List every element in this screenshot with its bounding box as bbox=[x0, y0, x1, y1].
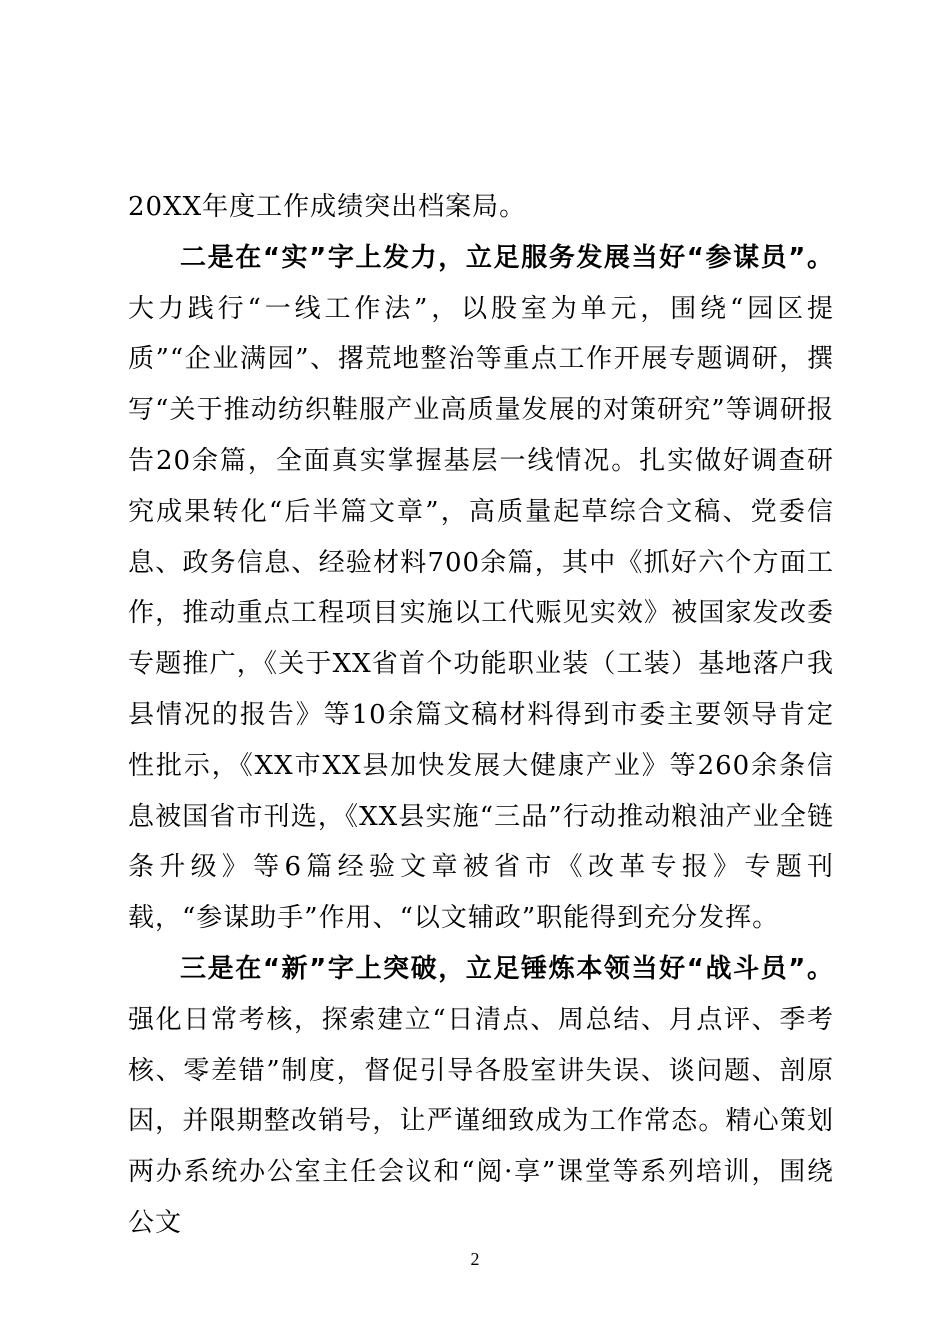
paragraph-point-three bbox=[128, 944, 834, 1249]
paragraph-heading: 三是在“新”字上突破，立足锤炼本领当好“战斗员”。 bbox=[180, 953, 834, 984]
paragraph-continuation bbox=[128, 182, 834, 233]
page-number: 2 bbox=[470, 1249, 480, 1269]
body-text bbox=[128, 182, 834, 1249]
paragraph-text: 20XX年度工作成绩突出档案局。 bbox=[128, 192, 527, 222]
paragraph-text: 强化日常考核，探索建立“日清点、周总结、月点评、季考核、零差错”制度，督促引导各股室讲失误、谈问题、剖原因，并限期整改销号，让严谨细致成为工作常态。精心策划两办系统办公室主任会议和“阅·享”课堂等系列培训，围绕公文 bbox=[128, 1004, 834, 1238]
paragraph-heading: 二是在“实”字上发力，立足服务发展当好“参谋员”。 bbox=[180, 242, 834, 273]
paragraph-point-two bbox=[128, 233, 834, 944]
paragraph-text: 大力践行“一线工作法”，以股室为单元，围绕“园区提质”“企业满园”、撂荒地整治等重点工作开展专题调研，撰写“关于推动纺织鞋服产业高质量发展的对策研究”等调研报告20余篇，全面真实掌握基层一线情况。扎实做好调查研究成果转化“后半篇文章”，高质量起草综合文稿、党委信息、政务信息、经验材料700余篇，其中《抓好六个方面工作，推动重点工程项目实施以工代赈见实效》被国家发改委专题推广，《关于XX省首个功能职业装（工装）基地落户我县情况的报告》等10余篇文稿材料得到市委主要领导肯定性批示，《XX市XX县加快发展大健康产业》等260余条信息被国省市刊选，《XX县实施“三品”行动推动粮油产业全链条升级》等6篇经验文章被省市《改革专报》专题刊载，“参谋助手”作用、“以文辅政”职能得到充分发挥。 bbox=[128, 293, 834, 934]
